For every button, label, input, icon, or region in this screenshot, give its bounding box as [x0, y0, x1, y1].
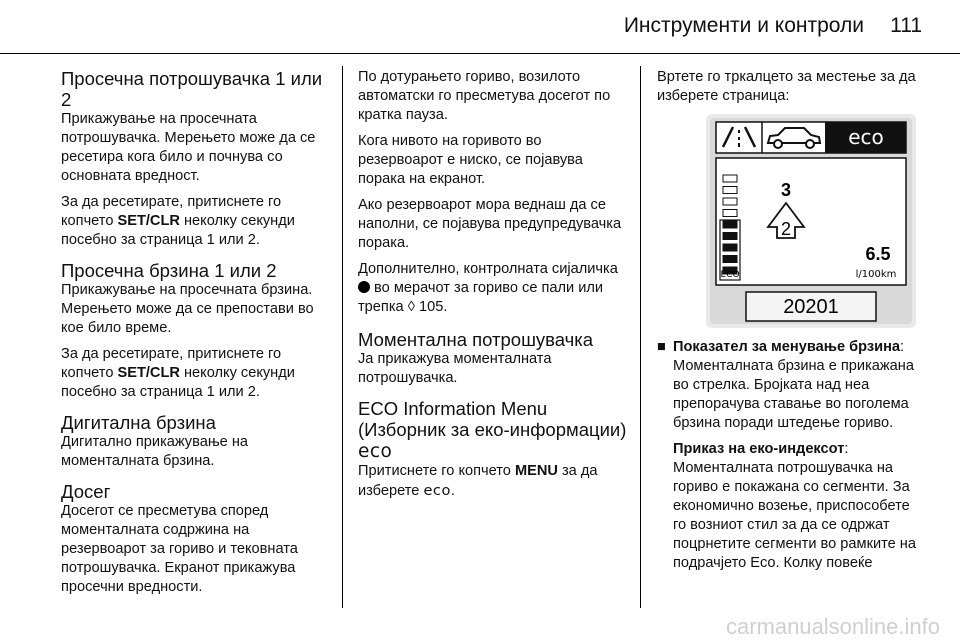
paragraph: По дотурањето гориво, возилото автоматски го пресметува досегот по кратка пауза. — [358, 69, 611, 123]
section-title: Моментална потрошувачка — [358, 329, 594, 350]
eco-segment-empty — [723, 175, 737, 182]
section-title — [358, 398, 630, 462]
consumption-value: 6.5 — [865, 244, 891, 264]
eco-segment-empty — [723, 198, 737, 205]
bullet-content — [673, 338, 925, 440]
text: За да ресетирате, притиснете го копчето — [61, 194, 282, 229]
button-name: SET/CLR — [117, 365, 180, 381]
watermark: carmanualsonline.info — [725, 614, 940, 639]
column-divider-2 — [640, 66, 641, 608]
text: неколку секунди посебно за страница 1 или 2. — [61, 213, 295, 248]
eco-display-svg — [706, 114, 916, 328]
paragraph — [61, 193, 337, 250]
page-header-title: Инструменти и контроли — [623, 14, 864, 37]
column-divider-1 — [342, 66, 343, 608]
column-1 — [61, 68, 337, 607]
page-reference: 105. — [414, 299, 448, 315]
section-current-consumption — [358, 329, 630, 388]
paragraph: Ја прикажува моменталната потрошувачка. — [358, 351, 552, 386]
paragraph — [358, 462, 630, 501]
page-reference-icon: ◊ — [407, 299, 415, 315]
text: неколку секунди посебно за страница 1 или 2. — [61, 365, 295, 400]
eco-segment-filled — [723, 256, 737, 263]
consumption-unit: l/100km — [855, 269, 897, 280]
eco-bar-label: ECO — [720, 270, 740, 280]
eco-segment-filled — [723, 233, 737, 240]
paragraph: Кога нивото на горивото во резервоарот е ниско, се појавува порака на екранот. — [358, 133, 583, 187]
paragraph — [673, 440, 925, 573]
section-average-speed — [61, 260, 337, 402]
paragraph: Ако резервоарот мора веднаш да се наполни, се појавува предупредувачка порака. — [358, 197, 622, 251]
header-rule — [0, 53, 960, 54]
gear-recommendation: 3 — [780, 180, 792, 200]
text: Притиснете го копчето — [358, 463, 515, 479]
section-range — [61, 481, 337, 597]
odometer-value: 20201 — [783, 296, 839, 318]
section-title: Просечна потрошувачка 1 или 2 — [61, 68, 323, 110]
text: . — [450, 483, 455, 499]
paragraph — [673, 338, 925, 433]
button-name: SET/CLR — [117, 213, 180, 229]
section-digital-speed — [61, 412, 337, 471]
text: ECO Information Menu (Изборник за еко-информации) — [358, 398, 627, 440]
eco-tab-label: eco — [848, 125, 884, 149]
button-name: MENU — [514, 463, 558, 479]
section-title: Дигитална брзина — [61, 412, 216, 433]
text: во мерачот за гориво се пали или трепка — [358, 280, 604, 315]
column-2 — [358, 68, 630, 511]
section-eco-menu — [358, 398, 630, 501]
eco-segment-empty — [723, 210, 737, 217]
text: : — [900, 339, 905, 355]
term: Приказ на еко-индексот — [673, 441, 845, 457]
eco-index-block — [673, 440, 925, 573]
control-lamp-icon — [358, 281, 370, 293]
paragraph: Досегот се пресметува според моменталната содржина на резервоарот за гориво и тековната потрошувачка. Екранот прикажува просечни вредности. — [61, 503, 298, 595]
display-panel — [716, 158, 906, 285]
paragraph — [61, 345, 337, 402]
section-average-consumption — [61, 68, 337, 250]
text: Моменталната брзина е прикажана во стрелка. Бројката над неа препорачува ставање во поголема брзина поради штедење гориво. — [673, 358, 914, 431]
bullet-gear-indicator — [657, 338, 925, 440]
eco-icon: eco — [423, 482, 451, 499]
eco-icon: eco — [358, 441, 393, 462]
paragraph: Прикажување на просечната брзина. Мерењето може да се препостави во кое било време. — [61, 282, 314, 336]
page-number: 111 — [890, 14, 922, 37]
paragraph: Вртете го тркалцето за местење за да изберете страница: — [657, 69, 916, 104]
text: За да ресетирате, притиснете го копчето — [61, 346, 282, 381]
text: : — [844, 441, 849, 457]
text: Моменталната потрошувачка на гориво е покажана со сегменти. За економично возење, приспособете го возниот стил за да се одржат поцрнетите сегменти во рамките на подрачјето Eco. Колку повеќе — [673, 460, 916, 571]
current-gear: 2 — [780, 219, 792, 239]
eco-segment-empty — [723, 187, 737, 194]
paragraph — [358, 260, 630, 317]
eco-segment-filled — [723, 244, 737, 251]
section-title: Досег — [61, 481, 111, 502]
paragraph: Прикажување на просечната потрошувачка. Мерењето може да се ресетира кога било и почнува со основната вредност. — [61, 111, 316, 184]
eco-display-figure — [706, 114, 916, 328]
term: Показател за менување брзина — [673, 339, 901, 355]
column-3 — [657, 68, 925, 580]
bullet-icon: ■ — [657, 339, 666, 355]
paragraph: Дигитално прикажување на моменталната брзина. — [61, 434, 249, 469]
text: Дополнително, контролната сијаличка — [358, 261, 618, 277]
eco-segment-filled — [723, 221, 737, 228]
section-title: Просечна брзина 1 или 2 — [61, 260, 277, 281]
text: за да изберете — [358, 463, 598, 499]
